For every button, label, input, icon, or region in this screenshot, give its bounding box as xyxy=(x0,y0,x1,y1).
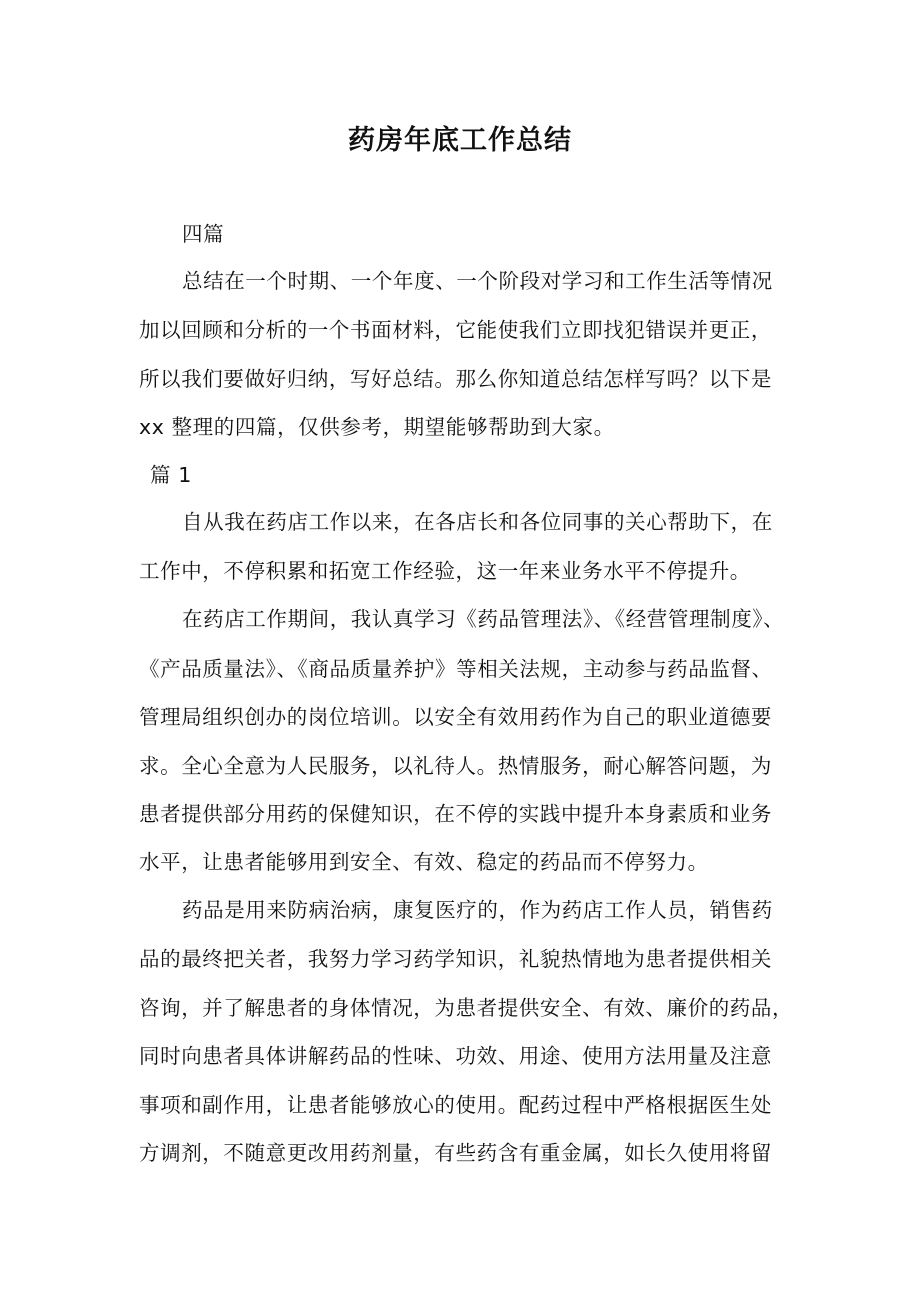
document-subtitle: 四篇 xyxy=(182,222,225,246)
paragraph-line: 水平，让患者能够用到安全、有效、稳定的药品而不停努力。 xyxy=(139,850,709,874)
intro-line: 所以我们要做好归纳，写好总结。那么你知道总结怎样写吗？以下是 xyxy=(139,367,772,391)
paragraph-line: 咨询，并了解患者的身体情况，为患者提供安全、有效、廉价的药品， xyxy=(139,996,794,1020)
paragraph-line: 在药店工作期间，我认真学习《药品管理法》、《经营管理制度》、 xyxy=(182,607,785,631)
paragraph-line: 品的最终把关者，我努力学习药学知识，礼貌热情地为患者提供相关 xyxy=(139,947,772,971)
section-heading: 篇 1 xyxy=(150,463,192,487)
paragraph-line: 同时向患者具体讲解药品的性味、功效、用途、使用方法用量及注意 xyxy=(139,1044,772,1068)
paragraph-line: 《产品质量法》、《商品质量养护》等相关法规，主动参与药品监督、 xyxy=(139,657,773,681)
paragraph-line: 工作中，不停积累和拓宽工作经验，这一年来业务水平不停提升。 xyxy=(139,559,751,583)
paragraph-line: 药品是用来防病治病，康复医疗的，作为药店工作人员，销售药 xyxy=(182,898,773,922)
intro-line: 总结在一个时期、一个年度、一个阶段对学习和工作生活等情况 xyxy=(182,269,773,293)
intro-line: 加以回顾和分析的一个书面材料，它能使我们立即找犯错误并更正， xyxy=(139,318,772,342)
paragraph-line: 事项和副作用，让患者能够放心的使用。配药过程中严格根据医生处 xyxy=(139,1093,772,1117)
paragraph-line: 自从我在药店工作以来，在各店长和各位同事的关心帮助下，在 xyxy=(182,510,773,534)
paragraph-line: 求。全心全意为人民服务，以礼待人。热情服务，耐心解答问题，为 xyxy=(139,754,772,778)
document-title: 药房年底工作总结 xyxy=(348,125,572,156)
paragraph-line: 方调剂，不随意更改用药剂量，有些药含有重金属，如长久使用将留 xyxy=(139,1141,772,1165)
paragraph-line: 管理局组织创办的岗位培训。以安全有效用药作为自己的职业道德要 xyxy=(139,705,772,729)
intro-line: xx 整理的四篇，仅供参考，期望能够帮助到大家。 xyxy=(139,415,615,439)
paragraph-line: 患者提供部分用药的保健知识，在不停的实践中提升本身素质和业务 xyxy=(139,802,772,826)
